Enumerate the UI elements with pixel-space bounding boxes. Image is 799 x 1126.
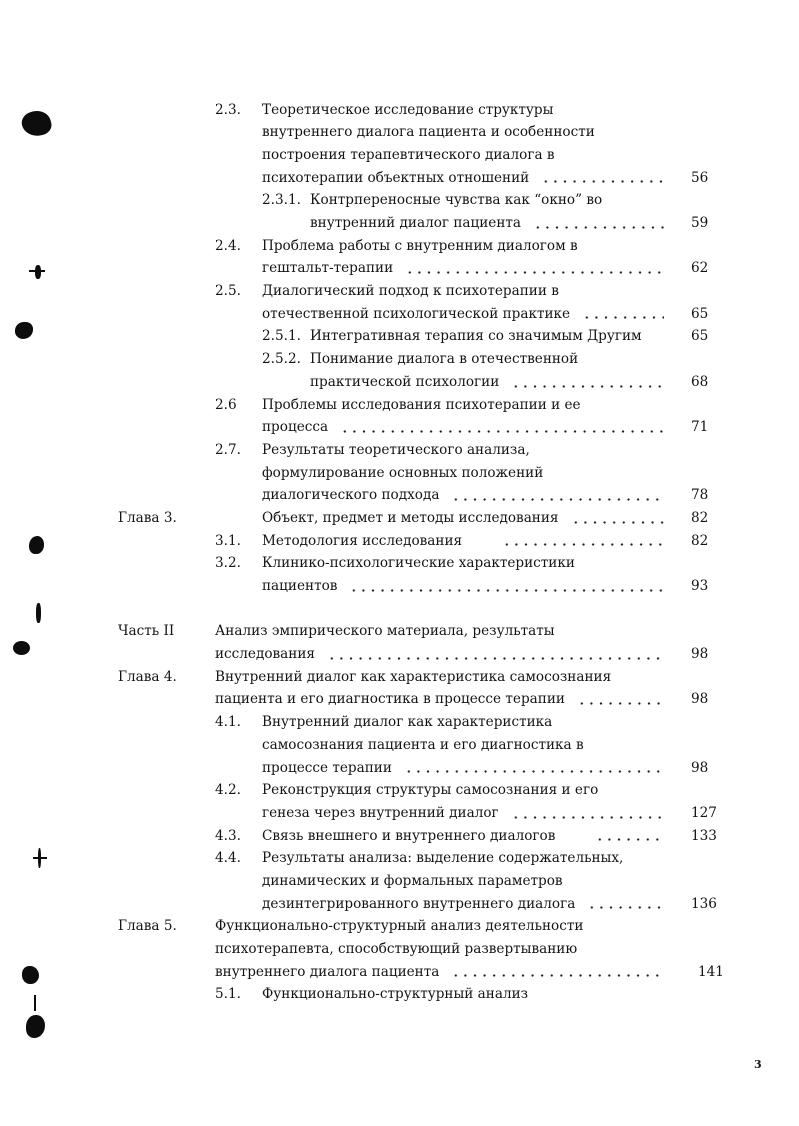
toc-line	[0, 303, 799, 326]
toc-line	[0, 779, 799, 802]
entry-title: Внутренний диалог как характеристика самосознания	[215, 668, 612, 685]
entry-title-line	[262, 484, 664, 507]
section-number: 4.4.	[215, 850, 241, 867]
toc-line	[0, 893, 799, 916]
section-number: 2.5.	[215, 283, 241, 300]
toc-line	[0, 734, 799, 757]
entry-title: пациента и его диагностика в процессе терапии	[215, 691, 565, 708]
toc-line	[0, 802, 799, 825]
entry-title: психотерапевта, способствующий развертыванию	[215, 941, 578, 958]
toc-line	[0, 915, 799, 938]
section-number: 2.5.1.	[262, 328, 301, 345]
toc-line	[0, 507, 799, 530]
toc-line	[0, 666, 799, 689]
dot-leader	[582, 316, 664, 319]
entry-title: внутреннего диалога пациента	[215, 963, 440, 980]
chapter-label: Глава 5.	[118, 918, 177, 935]
entry-title: Объект, предмет и методы исследования	[262, 509, 559, 526]
page-ref: 78	[691, 487, 709, 504]
toc-line	[0, 575, 799, 598]
toc-line	[0, 711, 799, 734]
page-number: 3	[754, 1058, 762, 1071]
entry-title: гештальт-терапии	[262, 260, 394, 277]
entry-title: Функционально-структурный анализ	[262, 986, 529, 1003]
entry-title: генеза через внутренний диалог	[262, 804, 499, 821]
entry-title: Анализ эмпирического материала, результаты	[215, 623, 555, 640]
toc-line	[0, 620, 799, 643]
page-ref: 65	[691, 305, 709, 322]
toc-line	[0, 983, 799, 1006]
entry-title-line	[262, 575, 664, 598]
entry-title-line	[262, 303, 664, 326]
dot-leader	[349, 589, 664, 592]
entry-title: динамических и формальных параметров	[262, 872, 563, 889]
page-ref: 68	[691, 373, 709, 390]
toc-line	[0, 99, 799, 122]
entry-title-line	[262, 416, 664, 439]
entry-title-line	[215, 688, 664, 711]
entry-title: внутренний диалог пациента	[310, 215, 522, 232]
section-number: 2.6	[215, 396, 237, 413]
dot-leader	[451, 498, 664, 501]
section-number: 2.3.1.	[262, 192, 301, 209]
dot-leader	[587, 906, 664, 909]
entry-title: диалогического подхода	[262, 487, 440, 504]
entry-title: Проблема работы с внутренним диалогом в	[262, 237, 578, 254]
part-label: Часть II	[118, 623, 175, 640]
page-ref: 98	[691, 646, 709, 663]
toc-line	[0, 257, 799, 280]
table-of-contents	[0, 99, 799, 1007]
section-number: 2.4.	[215, 237, 241, 254]
entry-title: процесса	[262, 419, 329, 436]
page-ref: 93	[691, 578, 709, 595]
toc-line	[0, 167, 799, 190]
toc-line	[0, 938, 799, 961]
page-ref: 133	[691, 827, 717, 844]
toc-line	[0, 847, 799, 870]
entry-title: Клинико-психологические характеристики	[262, 555, 575, 572]
toc-line	[0, 530, 799, 553]
toc-line	[0, 348, 799, 371]
dot-leader	[533, 226, 664, 229]
dot-leader	[511, 385, 664, 388]
dot-leader	[327, 657, 664, 660]
entry-title: дезинтегрированного внутреннего диалога	[262, 895, 576, 912]
page-ref: 98	[691, 691, 709, 708]
entry-title: построения терапевтического диалога в	[262, 146, 555, 163]
section-number: 3.2.	[215, 555, 241, 572]
entry-title: процессе терапии	[262, 759, 392, 776]
toc-line	[0, 484, 799, 507]
entry-title: Теоретическое исследование структуры	[262, 101, 554, 118]
entry-title: Интегративная терапия со значимым Другим	[310, 328, 642, 345]
entry-title: Методология исследования	[262, 532, 463, 549]
page-ref: 136	[691, 895, 717, 912]
dot-leader	[405, 271, 664, 274]
toc-line	[0, 416, 799, 439]
entry-title-line	[215, 643, 664, 666]
dot-leader	[404, 770, 664, 773]
section-number: 2.3.	[215, 101, 241, 118]
entry-title: Проблемы исследования психотерапии и ее	[262, 396, 581, 413]
ink-blot	[26, 1015, 45, 1038]
entry-title: Связь внешнего и внутреннего диалогов	[262, 827, 556, 844]
entry-title-line	[262, 757, 664, 780]
dot-leader	[451, 974, 664, 977]
chapter-label: Глава 4.	[118, 668, 177, 685]
entry-title: Функционально-структурный анализ деятельности	[215, 918, 584, 935]
toc-line	[0, 212, 799, 235]
toc-line	[0, 462, 799, 485]
toc-line	[0, 144, 799, 167]
section-number: 4.2.	[215, 782, 241, 799]
entry-title-line	[310, 212, 664, 235]
entry-title-line	[262, 802, 664, 825]
entry-title: пациентов	[262, 578, 338, 595]
entry-title: отечественной психологической практике	[262, 305, 571, 322]
toc-line	[0, 439, 799, 462]
entry-title: Реконструкция структуры самосознания и его	[262, 782, 599, 799]
entry-title: Результаты анализа: выделение содержательных,	[262, 850, 624, 867]
page-ref: 82	[691, 532, 709, 549]
entry-title-line	[262, 893, 664, 916]
chapter-label: Глава 3.	[118, 509, 177, 526]
dot-leader	[577, 702, 664, 705]
toc-line	[0, 394, 799, 417]
entry-title-line	[262, 167, 664, 190]
entry-title: Внутренний диалог как характеристика	[262, 714, 553, 731]
toc-line	[0, 552, 799, 575]
dot-leader	[511, 816, 664, 819]
toc-line	[0, 235, 799, 258]
dot-leader	[502, 543, 664, 546]
entry-title: психотерапии объектных отношений	[262, 169, 530, 186]
section-number: 5.1.	[215, 986, 241, 1003]
section-number: 2.5.2.	[262, 351, 301, 368]
page-ref: 71	[691, 419, 709, 436]
toc-line	[0, 371, 799, 394]
toc-line	[0, 643, 799, 666]
entry-title: Диалогический подход к психотерапии в	[262, 283, 559, 300]
toc-line	[0, 325, 799, 348]
toc-line	[0, 280, 799, 303]
entry-title: практической психологии	[310, 373, 500, 390]
dot-leader	[541, 180, 664, 183]
entry-title-line	[310, 371, 664, 394]
toc-line	[0, 961, 799, 984]
page-ref: 98	[691, 759, 709, 776]
toc-line	[0, 825, 799, 848]
entry-title-line	[262, 530, 664, 553]
entry-title-line	[262, 507, 664, 530]
toc-line	[0, 870, 799, 893]
section-number: 4.3.	[215, 827, 241, 844]
page-ref: 82	[691, 509, 709, 526]
page-ref: 56	[691, 169, 709, 186]
entry-title: внутреннего диалога пациента и особенности	[262, 124, 595, 141]
toc-line	[0, 757, 799, 780]
section-number: 2.7.	[215, 441, 241, 458]
page-ref: 65	[691, 328, 709, 345]
page-ref: 141	[698, 963, 724, 980]
toc-line	[0, 121, 799, 144]
spacer	[0, 598, 799, 621]
page-ref: 59	[691, 215, 709, 232]
entry-title: Контрпереносные чувства как “окно” во	[310, 192, 603, 209]
entry-title: Результаты теоретического анализа,	[262, 441, 530, 458]
entry-title: исследования	[215, 646, 315, 663]
section-number: 4.1.	[215, 714, 241, 731]
entry-title: самосознания пациента и его диагностика в	[262, 736, 584, 753]
toc-line	[0, 189, 799, 212]
dot-leader	[340, 430, 664, 433]
section-number: 3.1.	[215, 532, 241, 549]
dot-leader	[571, 521, 664, 524]
entry-title: формулирование основных положений	[262, 464, 544, 481]
entry-title: Понимание диалога в отечественной	[310, 351, 579, 368]
page-ref: 127	[691, 804, 717, 821]
dot-leader	[595, 838, 664, 841]
page-ref: 62	[691, 260, 709, 277]
entry-title-line	[262, 257, 664, 280]
entry-title-line	[215, 961, 664, 984]
entry-title-line	[262, 825, 664, 848]
toc-line	[0, 688, 799, 711]
